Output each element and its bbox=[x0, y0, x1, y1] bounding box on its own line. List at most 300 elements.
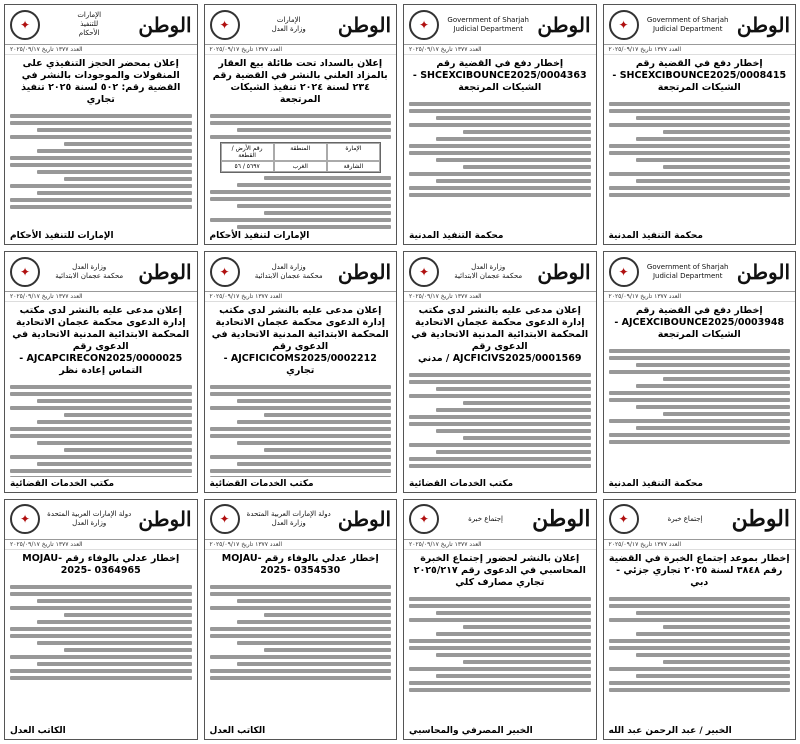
text-line bbox=[409, 109, 591, 113]
text-line bbox=[64, 448, 191, 452]
text-line bbox=[409, 464, 591, 468]
notice-card bbox=[204, 4, 398, 245]
notice-footer: محكمة التنفيذ المدنية bbox=[409, 231, 504, 242]
text-line bbox=[10, 184, 192, 188]
issue-date: العدد ١٣٧٧ تاريخ ٢٠٢٥/٠٩/١٧ bbox=[604, 292, 796, 302]
text-line bbox=[10, 592, 192, 596]
text-line bbox=[463, 165, 590, 169]
text-line bbox=[10, 163, 192, 167]
issue-date: العدد ١٣٧٧ تاريخ ٢٠٢٥/٠٩/١٧ bbox=[205, 45, 397, 55]
notice-header bbox=[205, 252, 397, 292]
notice-title: إعلان بالنشر لحضور إجتماع الخبرة المحاسبي في الدعوى رقم ٢٠٢٥/٢١٧ تجاري مصارف كلي bbox=[413, 552, 586, 588]
text-line bbox=[609, 356, 791, 360]
issue-date: العدد ١٣٧٧ تاريخ ٢٠٢٥/٠٩/١٧ bbox=[604, 45, 796, 55]
notice-title: إعلان مدعى عليه بالنشر لدى مكتب إدارة الدعوى محكمة عجمان الاتحادية المحكمة الابتدائية المدنية الاتحادية في الدعوى رقم AJCFICICOMS2025/0002212 - تجاري bbox=[211, 305, 389, 377]
text-line bbox=[210, 392, 392, 396]
notice-body bbox=[5, 380, 197, 476]
text-line bbox=[609, 398, 791, 402]
text-line bbox=[237, 420, 391, 424]
issuer bbox=[272, 16, 306, 34]
text-line bbox=[37, 662, 191, 666]
issuer bbox=[647, 16, 729, 34]
text-line bbox=[409, 144, 591, 148]
notice-footer: محكمة التنفيذ المدنية bbox=[608, 231, 703, 242]
text-line bbox=[409, 604, 591, 608]
text-line bbox=[409, 667, 591, 671]
text-line bbox=[436, 450, 590, 454]
text-line bbox=[237, 641, 391, 645]
issue-date: العدد ١٣٧٧ تاريخ ٢٠٢٥/٠٩/١٧ bbox=[5, 292, 197, 302]
newspaper-logo: الوطن bbox=[731, 506, 790, 533]
emblem-icon: ✦ bbox=[10, 257, 40, 287]
notice-header bbox=[604, 500, 796, 540]
text-line bbox=[210, 197, 392, 201]
text-line bbox=[10, 655, 192, 659]
text-line bbox=[264, 448, 391, 452]
issuer bbox=[47, 510, 131, 528]
text-line bbox=[37, 462, 191, 466]
text-line bbox=[210, 114, 392, 118]
issuer-line: Judicial Department bbox=[453, 24, 523, 33]
text-line bbox=[636, 116, 790, 120]
text-line bbox=[237, 399, 391, 403]
notice-title: إخطار دفع في القضية رقم SHCEXCIBOUNCE2025/0004363 - الشيكات المرتجعة bbox=[412, 58, 587, 93]
text-line bbox=[436, 611, 590, 615]
text-line bbox=[237, 225, 391, 229]
issuer-line: وزارة العدل bbox=[471, 262, 506, 271]
text-line bbox=[210, 434, 392, 438]
text-line bbox=[436, 137, 590, 141]
newspaper-logo: الوطن bbox=[736, 12, 790, 37]
issuer bbox=[647, 263, 729, 281]
text-line bbox=[37, 191, 191, 195]
text-line bbox=[609, 688, 791, 692]
text-line bbox=[463, 625, 590, 629]
text-line bbox=[237, 204, 391, 208]
text-line bbox=[10, 627, 192, 631]
text-line bbox=[210, 669, 392, 673]
issue-date: العدد ١٣٧٧ تاريخ ٢٠٢٥/٠٩/١٧ bbox=[404, 292, 596, 302]
text-line bbox=[210, 655, 392, 659]
notice-card bbox=[4, 499, 198, 740]
notice-card bbox=[204, 251, 398, 492]
newspaper-logo: الوطن bbox=[138, 259, 192, 284]
text-line bbox=[436, 158, 590, 162]
text-line bbox=[436, 408, 590, 412]
text-line bbox=[409, 373, 591, 377]
issuer bbox=[454, 263, 522, 281]
text-line bbox=[663, 377, 790, 381]
notice-title: إخطار بموعد إجتماع الخبرة في القضية رقم ٣٨٤٨ لسنة ٢٠٢٥ تجاري جزئي - دبي bbox=[608, 552, 790, 588]
notice-title: إعلان مدعى عليه بالنشر لدى مكتب إدارة الدعوى محكمة عجمان الاتحادية المحكمة الابتدائية المدنية الاتحادية في الدعوى رقم AJCAPCIRECON2025/0000025 - التماس إعادة نظر bbox=[12, 305, 190, 377]
issuer bbox=[77, 11, 101, 38]
text-line bbox=[210, 218, 392, 222]
notice-body bbox=[404, 592, 596, 724]
text-line bbox=[64, 177, 191, 181]
text-line bbox=[663, 660, 790, 664]
text-line bbox=[636, 179, 790, 183]
notice-header bbox=[604, 5, 796, 45]
text-line bbox=[64, 413, 191, 417]
issue-date: العدد ١٣٧٧ تاريخ ٢٠٢٥/٠٩/١٧ bbox=[404, 540, 596, 550]
text-line bbox=[409, 380, 591, 384]
text-line bbox=[636, 137, 790, 141]
table-cell: الغرب bbox=[274, 161, 327, 172]
text-line bbox=[210, 385, 392, 389]
text-line bbox=[463, 130, 590, 134]
notice-footer: الكاتب العدل bbox=[209, 725, 266, 736]
notice-card bbox=[204, 499, 398, 740]
issuer-line: Government of Sharjah bbox=[646, 15, 729, 24]
text-line bbox=[10, 676, 192, 680]
notice-title: إخطار دفع في القضية رقم SHCEXCIBOUNCE2025/0008415 - الشيكات المرتجعة bbox=[612, 58, 787, 93]
newspaper-logo: الوطن bbox=[736, 259, 790, 284]
newspaper-logo: الوطن bbox=[337, 12, 391, 37]
newspaper-logo: الوطن bbox=[537, 12, 591, 37]
notice-card bbox=[603, 499, 797, 740]
text-line bbox=[10, 385, 192, 389]
text-line bbox=[10, 585, 192, 589]
text-line bbox=[436, 429, 590, 433]
text-line bbox=[237, 183, 391, 187]
text-line bbox=[609, 419, 791, 423]
text-line bbox=[37, 149, 191, 153]
text-line bbox=[210, 190, 392, 194]
notice-card bbox=[403, 251, 597, 492]
issuer-line: وزارة العدل bbox=[72, 519, 107, 528]
issuer-line: دولة الإمارات العربية المتحدة bbox=[47, 510, 132, 519]
text-line bbox=[409, 443, 591, 447]
issuer bbox=[55, 263, 123, 281]
notice-body bbox=[404, 97, 596, 229]
text-line bbox=[10, 669, 192, 673]
notice-title: إعلان بمحضر الحجز التنفيذي على المنقولات والموجودات بالنشر في القضية رقم: ٥٠٢ لسنة ٢٠٢٥ تنفيذ تجاري bbox=[21, 58, 181, 105]
notice-card bbox=[603, 251, 797, 492]
emblem-icon: ✦ bbox=[609, 504, 639, 534]
text-line bbox=[210, 469, 392, 473]
notice-body bbox=[5, 580, 197, 724]
text-line bbox=[609, 597, 791, 601]
text-line bbox=[10, 392, 192, 396]
text-line bbox=[463, 660, 590, 664]
text-line bbox=[409, 102, 591, 106]
notice-body bbox=[604, 344, 796, 476]
newspaper-logo: الوطن bbox=[337, 507, 391, 532]
text-line bbox=[10, 634, 192, 638]
notice-title: إخطار عدلي بالوفاء رقم MOJAU-2025- 0364965 bbox=[22, 552, 180, 576]
text-line bbox=[264, 176, 391, 180]
emblem-icon: ✦ bbox=[409, 504, 439, 534]
notice-body bbox=[5, 109, 197, 229]
issuer-line: وزارة العدل bbox=[271, 24, 306, 33]
text-line bbox=[609, 618, 791, 622]
text-line bbox=[409, 172, 591, 176]
notice-header bbox=[404, 252, 596, 292]
emblem-icon: ✦ bbox=[210, 10, 240, 40]
text-line bbox=[409, 681, 591, 685]
text-line bbox=[64, 142, 191, 146]
notice-header bbox=[205, 5, 397, 45]
newspaper-logo: الوطن bbox=[138, 12, 192, 37]
text-line bbox=[237, 128, 391, 132]
text-line bbox=[237, 620, 391, 624]
text-line bbox=[409, 151, 591, 155]
text-line bbox=[609, 681, 791, 685]
notice-body bbox=[604, 97, 796, 229]
issuer bbox=[247, 510, 331, 528]
text-line bbox=[10, 114, 192, 118]
text-line bbox=[636, 653, 790, 657]
notice-card bbox=[403, 499, 597, 740]
notice-footer: الإمارات للتنفيذ الأحكام bbox=[10, 231, 114, 242]
text-line bbox=[609, 123, 791, 127]
text-line bbox=[264, 211, 391, 215]
text-line bbox=[10, 434, 192, 438]
text-line bbox=[609, 391, 791, 395]
emblem-icon: ✦ bbox=[210, 257, 240, 287]
text-line bbox=[37, 641, 191, 645]
issuer-line: دولة الإمارات العربية المتحدة bbox=[246, 510, 331, 519]
issuer-line: إجتماع خبرة bbox=[468, 514, 503, 523]
text-line bbox=[37, 420, 191, 424]
text-line bbox=[10, 121, 192, 125]
text-line bbox=[463, 401, 590, 405]
issuer-line: وزارة العدل bbox=[72, 262, 107, 271]
text-line bbox=[609, 186, 791, 190]
notice-footer: مكتب الخدمات القضائية bbox=[209, 478, 314, 489]
text-line bbox=[636, 158, 790, 162]
text-line bbox=[663, 625, 790, 629]
notice-body bbox=[404, 368, 596, 476]
text-line bbox=[37, 128, 191, 132]
text-line bbox=[609, 144, 791, 148]
text-line bbox=[210, 592, 392, 596]
issuer-line: إجتماع خبرة bbox=[667, 514, 703, 523]
issuer-line: للتنفيذ bbox=[80, 20, 99, 28]
text-line bbox=[436, 653, 590, 657]
notice-header bbox=[205, 500, 397, 540]
issue-date: العدد ١٣٧٧ تاريخ ٢٠٢٥/٠٩/١٧ bbox=[205, 292, 397, 302]
text-line bbox=[210, 676, 392, 680]
text-line bbox=[10, 135, 192, 139]
text-line bbox=[636, 632, 790, 636]
text-line bbox=[409, 394, 591, 398]
issuer-line: وزارة العدل bbox=[271, 519, 306, 528]
notice-title: إعلان مدعى عليه بالنشر لدى مكتب إدارة الدعوى محكمة عجمان الاتحادية المحكمة الابتدائية المدنية الاتحادية في الدعوى رقم AJCFICIVS2025/0001569 / مدني bbox=[411, 305, 589, 365]
emblem-icon: ✦ bbox=[210, 504, 240, 534]
text-line bbox=[436, 632, 590, 636]
notice-title: إخطار عدلي بالوفاء رقم MOJAU-2025- 0354530 bbox=[221, 552, 379, 576]
text-line bbox=[210, 455, 392, 459]
emblem-icon: ✦ bbox=[409, 10, 439, 40]
text-line bbox=[409, 618, 591, 622]
text-line bbox=[636, 405, 790, 409]
issuer-line: محكمة عجمان الابتدائية bbox=[454, 271, 523, 280]
text-line bbox=[609, 646, 791, 650]
text-line bbox=[210, 135, 392, 139]
notice-footer: مكتب الخدمات القضائية bbox=[409, 478, 514, 489]
parcel-table bbox=[220, 142, 382, 173]
text-line bbox=[10, 469, 192, 473]
notice-footer: محكمة التنفيذ المدنية bbox=[608, 478, 703, 489]
text-line bbox=[609, 172, 791, 176]
text-line bbox=[210, 406, 392, 410]
text-line bbox=[10, 198, 192, 202]
text-line bbox=[436, 387, 590, 391]
text-line bbox=[210, 585, 392, 589]
emblem-icon: ✦ bbox=[409, 257, 439, 287]
issuer-line: الأحكام bbox=[78, 29, 100, 37]
text-line bbox=[264, 648, 391, 652]
text-line bbox=[609, 193, 791, 197]
issue-date: العدد ١٣٧٧ تاريخ ٢٠٢٥/٠٩/١٧ bbox=[5, 45, 197, 55]
notice-header bbox=[5, 252, 197, 292]
text-line bbox=[409, 688, 591, 692]
text-line bbox=[210, 627, 392, 631]
table-cell: المنطقة bbox=[274, 143, 327, 161]
newspaper-logo: الوطن bbox=[537, 259, 591, 284]
text-line bbox=[636, 426, 790, 430]
notice-footer: الخبير / عبد الرحمن عبد الله bbox=[608, 725, 732, 736]
notice-footer: الخبير المصرفي والمحاسبي bbox=[409, 725, 533, 736]
issuer bbox=[468, 515, 503, 524]
notice-title: إخطار دفع في القضية رقم AJCEXCIBOUNCE2025/0003948 - الشيكات المرتجعة bbox=[614, 305, 785, 341]
issue-date: العدد ١٣٧٧ تاريخ ٢٠٢٥/٠٩/١٧ bbox=[5, 540, 197, 550]
newspaper-logo: الوطن bbox=[337, 259, 391, 284]
notice-header bbox=[604, 252, 796, 292]
text-line bbox=[210, 121, 392, 125]
emblem-icon: ✦ bbox=[10, 504, 40, 534]
issue-date: العدد ١٣٧٧ تاريخ ٢٠٢٥/٠٩/١٧ bbox=[404, 45, 596, 55]
notice-footer: الكاتب العدل bbox=[10, 725, 66, 736]
text-line bbox=[609, 604, 791, 608]
text-line bbox=[409, 646, 591, 650]
text-line bbox=[609, 639, 791, 643]
notice-card bbox=[603, 4, 797, 245]
text-line bbox=[609, 151, 791, 155]
text-line bbox=[210, 634, 392, 638]
text-line bbox=[64, 648, 191, 652]
text-line bbox=[436, 674, 590, 678]
notice-card bbox=[403, 4, 597, 245]
text-line bbox=[210, 427, 392, 431]
newspaper-logo: الوطن bbox=[532, 506, 591, 533]
text-line bbox=[10, 205, 192, 209]
text-line bbox=[37, 170, 191, 174]
notice-footer: مكتب الخدمات القضائية bbox=[10, 478, 115, 489]
newspaper-logo: الوطن bbox=[138, 507, 192, 532]
text-line bbox=[264, 413, 391, 417]
text-line bbox=[237, 441, 391, 445]
text-line bbox=[10, 406, 192, 410]
issuer bbox=[255, 263, 323, 281]
issuer-line: الإمارات bbox=[77, 11, 102, 19]
text-line bbox=[663, 165, 790, 169]
text-line bbox=[609, 370, 791, 374]
issue-date: العدد ١٣٧٧ تاريخ ٢٠٢٥/٠٩/١٧ bbox=[604, 540, 796, 550]
text-line bbox=[10, 427, 192, 431]
emblem-icon: ✦ bbox=[609, 257, 639, 287]
issuer-line: Judicial Department bbox=[652, 24, 723, 33]
text-line bbox=[663, 130, 790, 134]
text-line bbox=[409, 123, 591, 127]
text-line bbox=[636, 363, 790, 367]
text-line bbox=[436, 179, 590, 183]
text-line bbox=[237, 599, 391, 603]
issuer-line: محكمة عجمان الابتدائية bbox=[55, 271, 124, 280]
notice-body bbox=[205, 380, 397, 476]
text-line bbox=[210, 606, 392, 610]
text-line bbox=[409, 639, 591, 643]
text-line bbox=[409, 193, 591, 197]
text-line bbox=[609, 109, 791, 113]
issuer bbox=[668, 515, 703, 524]
issue-date: العدد ١٣٧٧ تاريخ ٢٠٢٥/٠٩/١٧ bbox=[205, 540, 397, 550]
issuer bbox=[447, 16, 529, 34]
table-cell: رقم الأرض / القطعة bbox=[221, 143, 274, 161]
text-line bbox=[436, 116, 590, 120]
table-cell: الإمارة bbox=[327, 143, 380, 161]
text-line bbox=[609, 667, 791, 671]
text-line bbox=[636, 384, 790, 388]
text-line bbox=[609, 102, 791, 106]
table-cell: الشارقة bbox=[327, 161, 380, 172]
notice-body bbox=[205, 580, 397, 724]
issuer-line: Government of Sharjah bbox=[646, 262, 729, 271]
issuer-line: Government of Sharjah bbox=[447, 15, 529, 24]
issuer-line: الإمارات bbox=[276, 15, 301, 24]
text-line bbox=[609, 433, 791, 437]
notice-header bbox=[404, 5, 596, 45]
notice-title: إعلان بالسداد تحت طائلة بيع العقار بالمزاد العلني بالنشر في القضية رقم ٢٣٤ لسنة ٢٠٢٤ تنفيذ الشيكات المرتجعة bbox=[212, 58, 388, 105]
text-line bbox=[37, 399, 191, 403]
text-line bbox=[37, 441, 191, 445]
notice-header bbox=[5, 500, 197, 540]
notice-header bbox=[404, 500, 596, 540]
text-line bbox=[409, 457, 591, 461]
notice-body bbox=[604, 592, 796, 724]
text-line bbox=[609, 440, 791, 444]
text-line bbox=[409, 597, 591, 601]
text-line bbox=[37, 620, 191, 624]
text-line bbox=[609, 349, 791, 353]
table-cell: ٥٦٩٧ / ٥٦ bbox=[221, 161, 274, 172]
emblem-icon: ✦ bbox=[609, 10, 639, 40]
text-line bbox=[409, 422, 591, 426]
text-line bbox=[10, 156, 192, 160]
text-line bbox=[37, 599, 191, 603]
notice-body bbox=[205, 109, 397, 229]
notice-card bbox=[4, 4, 198, 245]
issuer-line: وزارة العدل bbox=[271, 262, 306, 271]
notice-footer: الإمارات لتنفيذ الأحكام bbox=[209, 231, 310, 242]
notice-card bbox=[4, 251, 198, 492]
text-line bbox=[237, 662, 391, 666]
issuer-line: محكمة عجمان الابتدائية bbox=[254, 271, 323, 280]
issuer-line: Judicial Department bbox=[652, 271, 723, 280]
text-line bbox=[10, 606, 192, 610]
text-line bbox=[636, 674, 790, 678]
text-line bbox=[409, 415, 591, 419]
text-line bbox=[409, 186, 591, 190]
emblem-icon: ✦ bbox=[10, 10, 40, 40]
text-line bbox=[237, 462, 391, 466]
text-line bbox=[463, 436, 590, 440]
text-line bbox=[10, 455, 192, 459]
text-line bbox=[64, 613, 191, 617]
text-line bbox=[264, 613, 391, 617]
text-line bbox=[663, 412, 790, 416]
